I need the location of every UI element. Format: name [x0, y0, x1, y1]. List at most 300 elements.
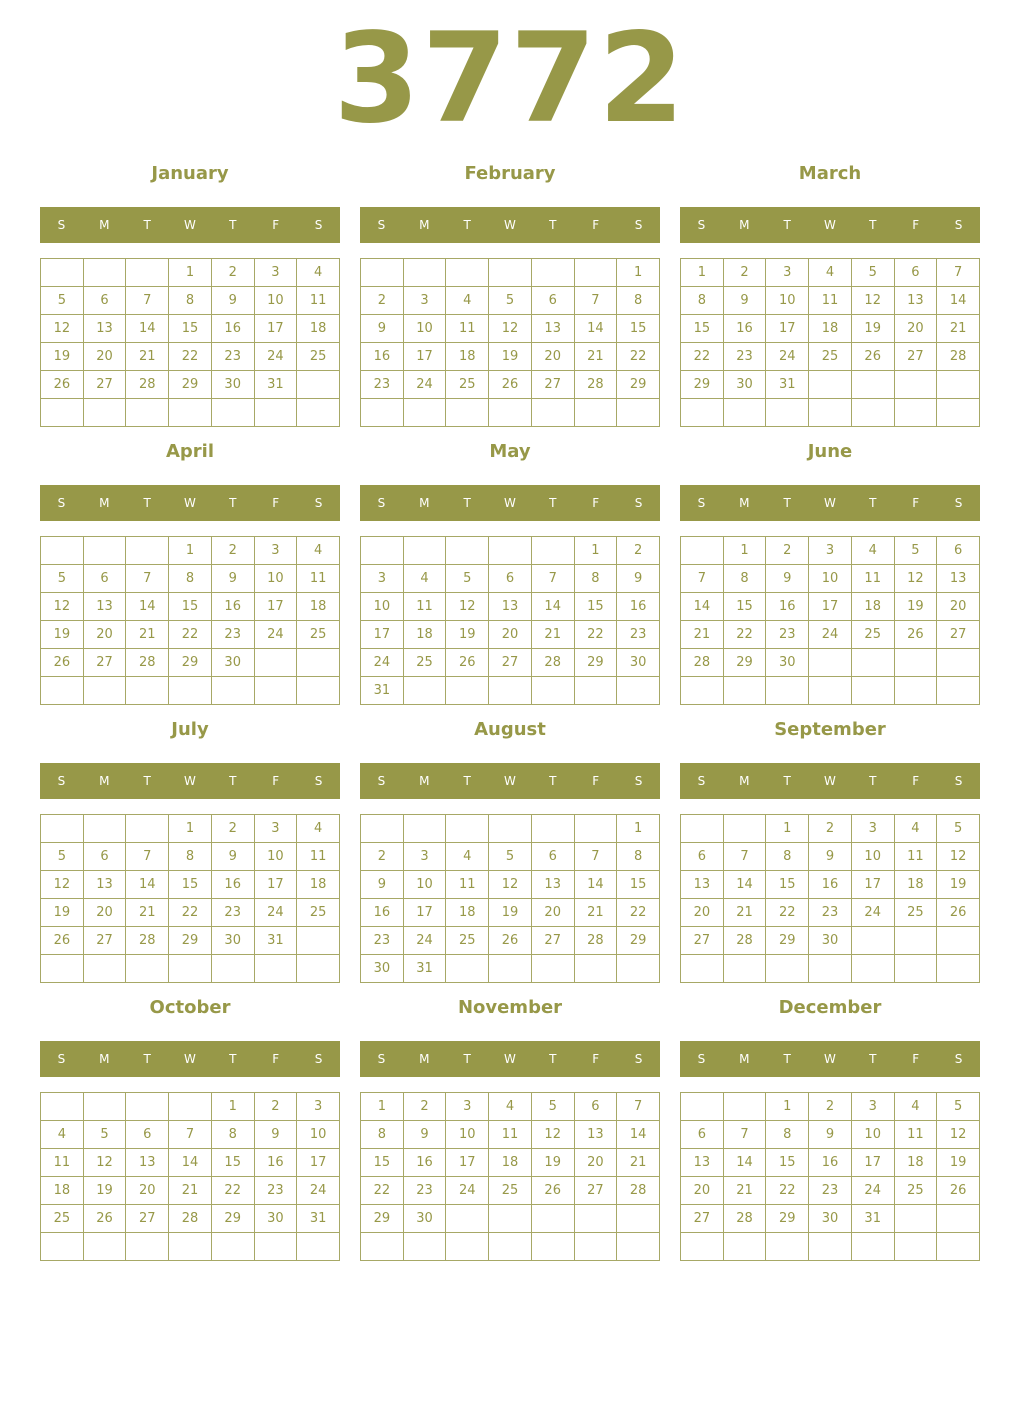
weekday-label: S: [314, 496, 323, 510]
empty-day-cell: [895, 677, 938, 705]
day-cell: 19: [489, 343, 532, 371]
day-cell: 19: [41, 621, 84, 649]
day-cell: 1: [361, 1093, 404, 1121]
day-cell: 2: [212, 537, 255, 565]
weekday-label: M: [99, 218, 110, 232]
day-cell: 11: [297, 843, 340, 871]
day-cell: 11: [852, 565, 895, 593]
day-cell: 13: [681, 871, 724, 899]
day-cell: 8: [169, 565, 212, 593]
day-cell: 30: [212, 927, 255, 955]
day-cell: 18: [895, 871, 938, 899]
day-cell: 10: [852, 1121, 895, 1149]
day-grid: [360, 814, 660, 983]
empty-day-cell: [575, 399, 618, 427]
day-cell: 26: [937, 899, 980, 927]
empty-day-cell: [212, 955, 255, 983]
day-cell: 4: [895, 1093, 938, 1121]
weekday-label: T: [229, 218, 237, 232]
empty-day-cell: [852, 371, 895, 399]
weekday-label: T: [229, 774, 237, 788]
month-november: [360, 990, 660, 1260]
weekday-label: M: [739, 218, 750, 232]
weekday-label: M: [419, 496, 430, 510]
weekday-label: F: [592, 774, 600, 788]
day-cell: 30: [766, 649, 809, 677]
day-cell: 14: [681, 593, 724, 621]
day-cell: 11: [895, 843, 938, 871]
empty-day-cell: [297, 677, 340, 705]
weekday-label: W: [824, 218, 836, 232]
empty-day-cell: [41, 1233, 84, 1261]
empty-day-cell: [681, 399, 724, 427]
empty-day-cell: [724, 677, 767, 705]
day-cell: 1: [681, 259, 724, 287]
day-cell: 25: [404, 649, 447, 677]
empty-day-cell: [532, 399, 575, 427]
day-cell: 27: [937, 621, 980, 649]
empty-day-cell: [126, 399, 169, 427]
day-cell: 13: [895, 287, 938, 315]
weekday-label: W: [504, 1052, 516, 1066]
day-cell: 10: [404, 871, 447, 899]
day-cell: 28: [575, 927, 618, 955]
month-name: December: [778, 997, 882, 1018]
day-cell: 31: [404, 955, 447, 983]
empty-day-cell: [617, 399, 660, 427]
weekday-label: T: [549, 774, 557, 788]
day-cell: 21: [126, 899, 169, 927]
day-cell: 29: [169, 649, 212, 677]
day-cell: 29: [724, 649, 767, 677]
empty-day-cell: [404, 537, 447, 565]
day-cell: 10: [255, 843, 298, 871]
day-cell: 28: [126, 371, 169, 399]
day-cell: 13: [84, 593, 127, 621]
month-january: [40, 156, 340, 426]
day-cell: 15: [361, 1149, 404, 1177]
day-cell: 2: [212, 815, 255, 843]
day-cell: 1: [212, 1093, 255, 1121]
day-cell: 16: [212, 593, 255, 621]
day-cell: 14: [126, 871, 169, 899]
day-cell: 24: [361, 649, 404, 677]
weekday-label: S: [634, 218, 643, 232]
day-cell: 28: [532, 649, 575, 677]
day-cell: 20: [84, 899, 127, 927]
empty-day-cell: [852, 927, 895, 955]
day-cell: 7: [617, 1093, 660, 1121]
empty-day-cell: [532, 815, 575, 843]
empty-day-cell: [84, 1233, 127, 1261]
day-cell: 10: [852, 843, 895, 871]
day-cell: 18: [489, 1149, 532, 1177]
day-cell: 6: [489, 565, 532, 593]
empty-day-cell: [297, 649, 340, 677]
weekday-label: T: [463, 1052, 471, 1066]
day-cell: 17: [361, 621, 404, 649]
weekday-header: [40, 763, 340, 799]
empty-day-cell: [446, 1205, 489, 1233]
day-cell: 8: [617, 287, 660, 315]
day-cell: 5: [489, 843, 532, 871]
day-cell: 10: [255, 287, 298, 315]
day-cell: 9: [617, 565, 660, 593]
day-cell: 6: [84, 565, 127, 593]
weekday-label: F: [912, 774, 920, 788]
day-cell: 18: [41, 1177, 84, 1205]
empty-day-cell: [446, 1233, 489, 1261]
day-cell: 13: [681, 1149, 724, 1177]
day-cell: 2: [809, 815, 852, 843]
empty-day-cell: [895, 1233, 938, 1261]
day-cell: 13: [532, 871, 575, 899]
weekday-label: M: [739, 774, 750, 788]
day-cell: 28: [575, 371, 618, 399]
empty-day-cell: [575, 955, 618, 983]
empty-day-cell: [361, 399, 404, 427]
day-cell: 20: [681, 1177, 724, 1205]
day-cell: 17: [852, 871, 895, 899]
day-cell: 17: [255, 593, 298, 621]
day-cell: 13: [937, 565, 980, 593]
empty-day-cell: [937, 677, 980, 705]
day-cell: 12: [41, 315, 84, 343]
empty-day-cell: [404, 677, 447, 705]
day-cell: 11: [41, 1149, 84, 1177]
day-cell: 31: [361, 677, 404, 705]
empty-day-cell: [255, 399, 298, 427]
day-cell: 28: [724, 1205, 767, 1233]
day-cell: 4: [297, 815, 340, 843]
day-cell: 6: [681, 1121, 724, 1149]
day-cell: 16: [809, 871, 852, 899]
day-cell: 27: [532, 927, 575, 955]
day-cell: 30: [361, 955, 404, 983]
day-cell: 18: [404, 621, 447, 649]
day-cell: 25: [895, 1177, 938, 1205]
day-cell: 19: [852, 315, 895, 343]
day-cell: 21: [937, 315, 980, 343]
day-cell: 23: [212, 899, 255, 927]
weekday-label: W: [504, 218, 516, 232]
month-name: November: [457, 997, 563, 1018]
day-cell: 21: [724, 1177, 767, 1205]
weekday-label: W: [184, 218, 196, 232]
day-cell: 8: [212, 1121, 255, 1149]
day-cell: 6: [575, 1093, 618, 1121]
weekday-label: T: [869, 218, 877, 232]
day-cell: 11: [489, 1121, 532, 1149]
day-cell: 23: [212, 621, 255, 649]
day-cell: 8: [575, 565, 618, 593]
day-cell: 27: [84, 649, 127, 677]
weekday-label: F: [912, 1052, 920, 1066]
empty-day-cell: [84, 1093, 127, 1121]
weekday-label: T: [869, 496, 877, 510]
day-cell: 3: [766, 259, 809, 287]
day-cell: 3: [255, 815, 298, 843]
day-cell: 27: [681, 927, 724, 955]
day-cell: 29: [169, 371, 212, 399]
day-cell: 5: [489, 287, 532, 315]
day-cell: 19: [937, 871, 980, 899]
day-cell: 14: [169, 1149, 212, 1177]
day-cell: 23: [361, 371, 404, 399]
day-cell: 25: [41, 1205, 84, 1233]
day-cell: 26: [852, 343, 895, 371]
day-cell: 14: [575, 315, 618, 343]
day-cell: 26: [446, 649, 489, 677]
year-title: 3772: [333, 7, 687, 151]
empty-day-cell: [41, 1093, 84, 1121]
day-cell: 28: [681, 649, 724, 677]
day-cell: 30: [809, 927, 852, 955]
empty-day-cell: [575, 259, 618, 287]
day-cell: 2: [724, 259, 767, 287]
day-cell: 31: [255, 371, 298, 399]
empty-day-cell: [852, 649, 895, 677]
day-cell: 7: [575, 287, 618, 315]
day-cell: 17: [255, 871, 298, 899]
empty-day-cell: [169, 677, 212, 705]
weekday-label: W: [184, 774, 196, 788]
day-cell: 15: [169, 871, 212, 899]
empty-day-cell: [404, 399, 447, 427]
day-cell: 9: [212, 843, 255, 871]
empty-day-cell: [809, 649, 852, 677]
weekday-label: S: [377, 496, 386, 510]
day-cell: 27: [126, 1205, 169, 1233]
day-cell: 2: [404, 1093, 447, 1121]
empty-day-cell: [126, 815, 169, 843]
weekday-header: [680, 763, 980, 799]
day-cell: 4: [489, 1093, 532, 1121]
weekday-header: [360, 763, 660, 799]
day-cell: 2: [809, 1093, 852, 1121]
day-cell: 25: [297, 899, 340, 927]
empty-day-cell: [532, 537, 575, 565]
day-cell: 19: [895, 593, 938, 621]
day-grid: [680, 536, 980, 705]
empty-day-cell: [361, 1233, 404, 1261]
day-cell: 31: [255, 927, 298, 955]
day-cell: 31: [766, 371, 809, 399]
day-cell: 25: [895, 899, 938, 927]
weekday-label: T: [549, 1052, 557, 1066]
day-cell: 5: [532, 1093, 575, 1121]
day-cell: 30: [212, 371, 255, 399]
empty-day-cell: [852, 955, 895, 983]
day-cell: 7: [169, 1121, 212, 1149]
empty-day-cell: [41, 815, 84, 843]
empty-day-cell: [532, 955, 575, 983]
weekday-label: S: [954, 774, 963, 788]
weekday-header: [360, 1041, 660, 1077]
empty-day-cell: [255, 649, 298, 677]
empty-day-cell: [937, 927, 980, 955]
day-cell: 22: [766, 1177, 809, 1205]
day-cell: 25: [297, 621, 340, 649]
weekday-label: M: [419, 774, 430, 788]
month-name: September: [774, 719, 886, 740]
day-cell: 20: [575, 1149, 618, 1177]
day-cell: 24: [852, 899, 895, 927]
weekday-label: T: [783, 1052, 791, 1066]
day-cell: 14: [126, 593, 169, 621]
day-cell: 21: [575, 899, 618, 927]
day-cell: 29: [617, 927, 660, 955]
day-grid: [360, 536, 660, 705]
day-cell: 22: [766, 899, 809, 927]
empty-day-cell: [937, 399, 980, 427]
day-cell: 26: [489, 371, 532, 399]
empty-day-cell: [126, 537, 169, 565]
weekday-label: F: [272, 218, 280, 232]
day-cell: 1: [766, 1093, 809, 1121]
weekday-label: T: [869, 774, 877, 788]
day-cell: 10: [361, 593, 404, 621]
day-cell: 11: [809, 287, 852, 315]
day-cell: 7: [126, 843, 169, 871]
month-name: August: [474, 719, 546, 740]
day-cell: 11: [895, 1121, 938, 1149]
day-cell: 24: [852, 1177, 895, 1205]
empty-day-cell: [84, 259, 127, 287]
day-cell: 9: [809, 1121, 852, 1149]
day-cell: 2: [361, 843, 404, 871]
day-cell: 8: [169, 287, 212, 315]
empty-day-cell: [361, 259, 404, 287]
empty-day-cell: [681, 537, 724, 565]
empty-day-cell: [937, 1233, 980, 1261]
day-cell: 29: [575, 649, 618, 677]
day-cell: 23: [809, 899, 852, 927]
empty-day-cell: [681, 677, 724, 705]
weekday-label: S: [697, 496, 706, 510]
day-cell: 25: [809, 343, 852, 371]
month-june: [680, 434, 980, 704]
day-cell: 20: [895, 315, 938, 343]
day-cell: 15: [766, 1149, 809, 1177]
day-cell: 29: [681, 371, 724, 399]
empty-day-cell: [895, 371, 938, 399]
day-cell: 5: [937, 1093, 980, 1121]
day-grid: [40, 258, 340, 427]
day-cell: 14: [937, 287, 980, 315]
month-september: [680, 712, 980, 982]
weekday-label: S: [634, 496, 643, 510]
day-cell: 5: [84, 1121, 127, 1149]
empty-day-cell: [297, 955, 340, 983]
day-cell: 5: [41, 843, 84, 871]
empty-day-cell: [446, 399, 489, 427]
day-cell: 8: [766, 843, 809, 871]
empty-day-cell: [212, 399, 255, 427]
day-cell: 12: [937, 1121, 980, 1149]
weekday-label: W: [824, 496, 836, 510]
weekday-label: T: [549, 218, 557, 232]
day-cell: 21: [126, 343, 169, 371]
day-cell: 24: [255, 343, 298, 371]
empty-day-cell: [489, 677, 532, 705]
day-cell: 24: [404, 371, 447, 399]
empty-day-cell: [361, 815, 404, 843]
empty-day-cell: [489, 955, 532, 983]
weekday-label: F: [272, 496, 280, 510]
day-cell: 14: [126, 315, 169, 343]
day-grid: [680, 1092, 980, 1261]
day-cell: 7: [937, 259, 980, 287]
empty-day-cell: [575, 1205, 618, 1233]
day-cell: 20: [489, 621, 532, 649]
day-cell: 20: [681, 899, 724, 927]
weekday-label: S: [697, 774, 706, 788]
empty-day-cell: [724, 1093, 767, 1121]
day-cell: 3: [446, 1093, 489, 1121]
day-cell: 18: [297, 871, 340, 899]
empty-day-cell: [404, 259, 447, 287]
empty-day-cell: [724, 955, 767, 983]
day-cell: 11: [297, 287, 340, 315]
weekday-label: M: [419, 1052, 430, 1066]
day-cell: 29: [169, 927, 212, 955]
day-cell: 17: [255, 315, 298, 343]
empty-day-cell: [809, 399, 852, 427]
empty-day-cell: [681, 955, 724, 983]
day-cell: 27: [575, 1177, 618, 1205]
day-cell: 21: [617, 1149, 660, 1177]
month-may: [360, 434, 660, 704]
day-cell: 17: [809, 593, 852, 621]
empty-day-cell: [809, 1233, 852, 1261]
day-cell: 12: [852, 287, 895, 315]
weekday-label: T: [229, 1052, 237, 1066]
empty-day-cell: [297, 927, 340, 955]
weekday-header: [40, 485, 340, 521]
day-cell: 22: [617, 899, 660, 927]
day-cell: 10: [766, 287, 809, 315]
empty-day-cell: [617, 955, 660, 983]
empty-day-cell: [809, 371, 852, 399]
day-cell: 26: [489, 927, 532, 955]
day-cell: 18: [297, 593, 340, 621]
day-cell: 14: [575, 871, 618, 899]
day-cell: 15: [724, 593, 767, 621]
day-cell: 17: [766, 315, 809, 343]
empty-day-cell: [446, 677, 489, 705]
day-cell: 1: [724, 537, 767, 565]
day-cell: 7: [575, 843, 618, 871]
day-cell: 6: [681, 843, 724, 871]
empty-day-cell: [937, 955, 980, 983]
empty-day-cell: [84, 815, 127, 843]
day-cell: 24: [766, 343, 809, 371]
day-cell: 12: [446, 593, 489, 621]
empty-day-cell: [724, 1233, 767, 1261]
day-cell: 17: [297, 1149, 340, 1177]
day-cell: 9: [404, 1121, 447, 1149]
month-july: [40, 712, 340, 982]
empty-day-cell: [937, 371, 980, 399]
weekday-label: T: [463, 218, 471, 232]
day-cell: 30: [617, 649, 660, 677]
weekday-label: S: [954, 496, 963, 510]
empty-day-cell: [895, 649, 938, 677]
weekday-label: W: [824, 1052, 836, 1066]
day-cell: 18: [297, 315, 340, 343]
day-cell: 1: [617, 815, 660, 843]
